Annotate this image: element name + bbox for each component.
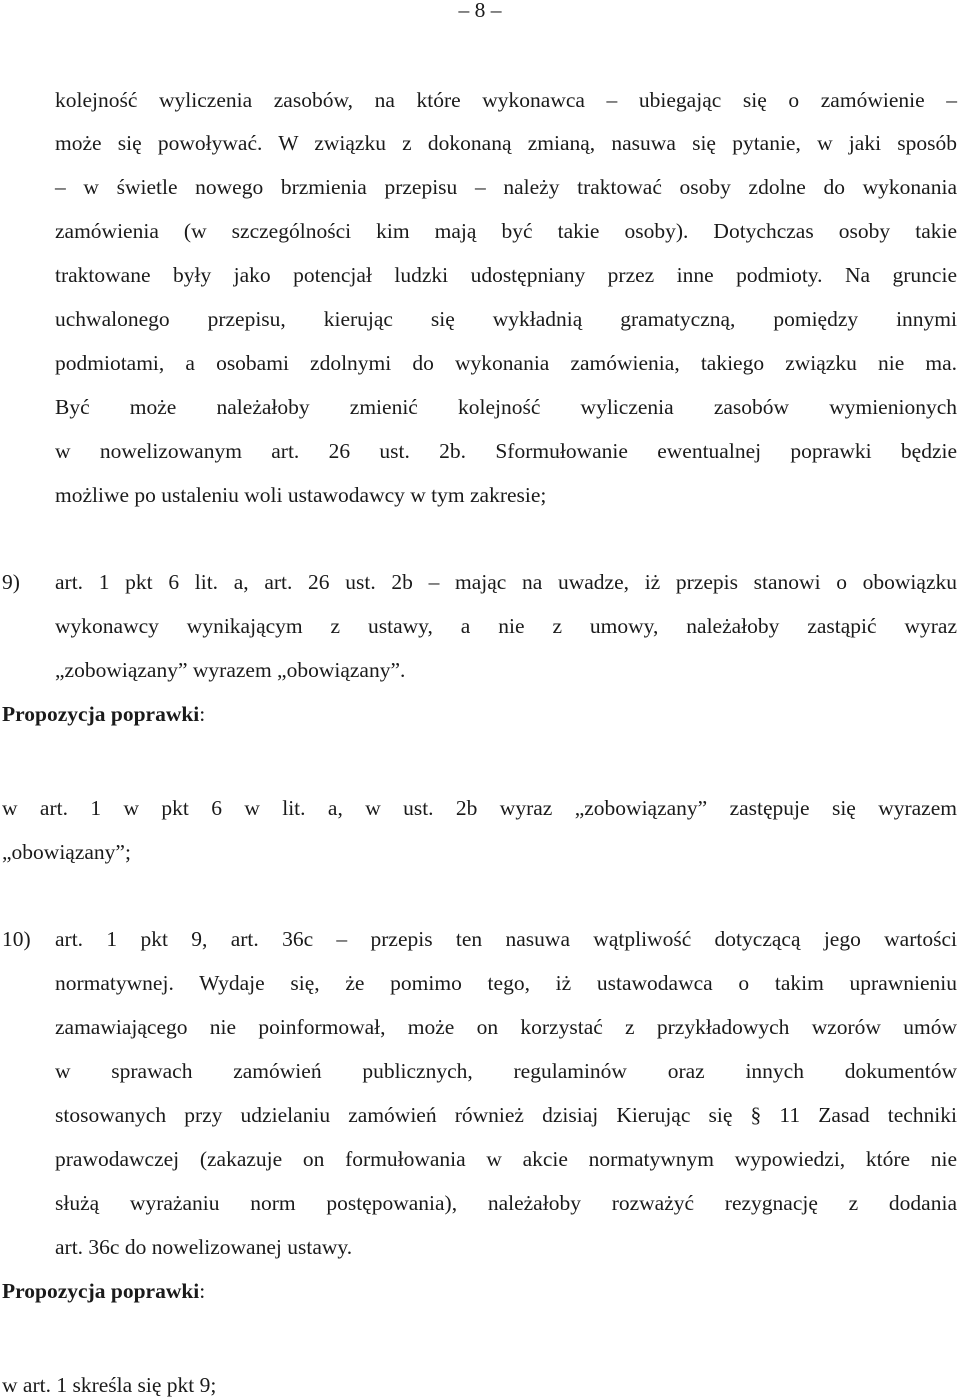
proposal-colon: : [199,1279,206,1303]
paragraph-line: zamówienia (w szczególności kim mają być takie osoby). Dotychczas osoby takie [55,219,957,243]
item-number: 10) [2,927,31,951]
proposal-heading [2,1277,205,1305]
paragraph-line: normatywnej. Wydaje się, że pomimo tego, iż ustawodawca o takim uprawnieniu [55,971,957,995]
paragraph-line: podmiotami, a osobami zdolnymi do wykonania zamówienia, takiego związku nie ma. [55,351,957,375]
paragraph-line: prawodawczej (zakazuje on formułowania w akcie normatywnym wypowiedzi, które nie [55,1147,957,1171]
paragraph-line: w art. 1 skreśla się pkt 9; [2,1373,217,1397]
paragraph-line: „obowiązany”; [2,840,131,864]
proposal-label: Propozycja poprawki [2,1279,200,1303]
paragraph-line: w sprawach zamówień publicznych, regulaminów oraz innych dokumentów [55,1059,957,1083]
paragraph-line: stosowanych przy udzielaniu zamówień również dzisiaj Kierując się § 11 Zasad techniki [55,1103,957,1127]
paragraph-line: art. 1 pkt 6 lit. a, art. 26 ust. 2b – mając na uwadze, iż przepis stanowi o obowiązku [55,570,957,594]
paragraph-line: zamawiającego nie poinformował, może on korzystać z przykładowych wzorów umów [55,1015,957,1039]
proposal-label: Propozycja poprawki [2,702,200,726]
paragraph-line: art. 36c do nowelizowanej ustawy. [55,1235,353,1259]
paragraph-line: uchwalonego przepisu, kierując się wykładnią gramatyczną, pomiędzy innymi [55,307,957,331]
proposal-heading [2,700,205,728]
paragraph-line: służą wyrażaniu norm postępowania), należałoby rozważyć rezygnację z dodania [55,1191,957,1215]
paragraph-line: w nowelizowanym art. 26 ust. 2b. Sformułowanie ewentualnej poprawki będzie [55,439,957,463]
paragraph-line: w art. 1 w pkt 6 w lit. a, w ust. 2b wyraz „zobowiązany” zastępuje się wyrazem [2,796,957,820]
paragraph-line: art. 1 pkt 9, art. 36c – przepis ten nasuwa wątpliwość dotyczącą jego wartości [55,927,957,951]
proposal-colon: : [199,702,206,726]
paragraph-line: może się powoływać. W związku z dokonaną zmianą, nasuwa się pytanie, w jaki sposób [55,131,957,155]
paragraph-line: Być może należałoby zmienić kolejność wyliczenia zasobów wymienionych [55,395,957,419]
page-number: – 8 – [458,0,502,22]
paragraph-line: kolejność wyliczenia zasobów, na które wykonawca – ubiegając się o zamówienie – [55,88,957,112]
item-number: 9) [2,570,20,594]
paragraph-line: możliwe po ustaleniu woli ustawodawcy w tym zakresie; [55,483,547,507]
paragraph-line: – w świetle nowego brzmienia przepisu – należy traktować osoby zdolne do wykonania [55,175,957,199]
paragraph-line: wykonawcy wynikającym z ustawy, a nie z umowy, należałoby zastąpić wyraz [55,614,957,638]
paragraph-line: „zobowiązany” wyrazem „obowiązany”. [55,658,406,682]
paragraph-line: traktowane były jako potencjał ludzki udostępniany przez inne podmioty. Na gruncie [55,263,957,287]
